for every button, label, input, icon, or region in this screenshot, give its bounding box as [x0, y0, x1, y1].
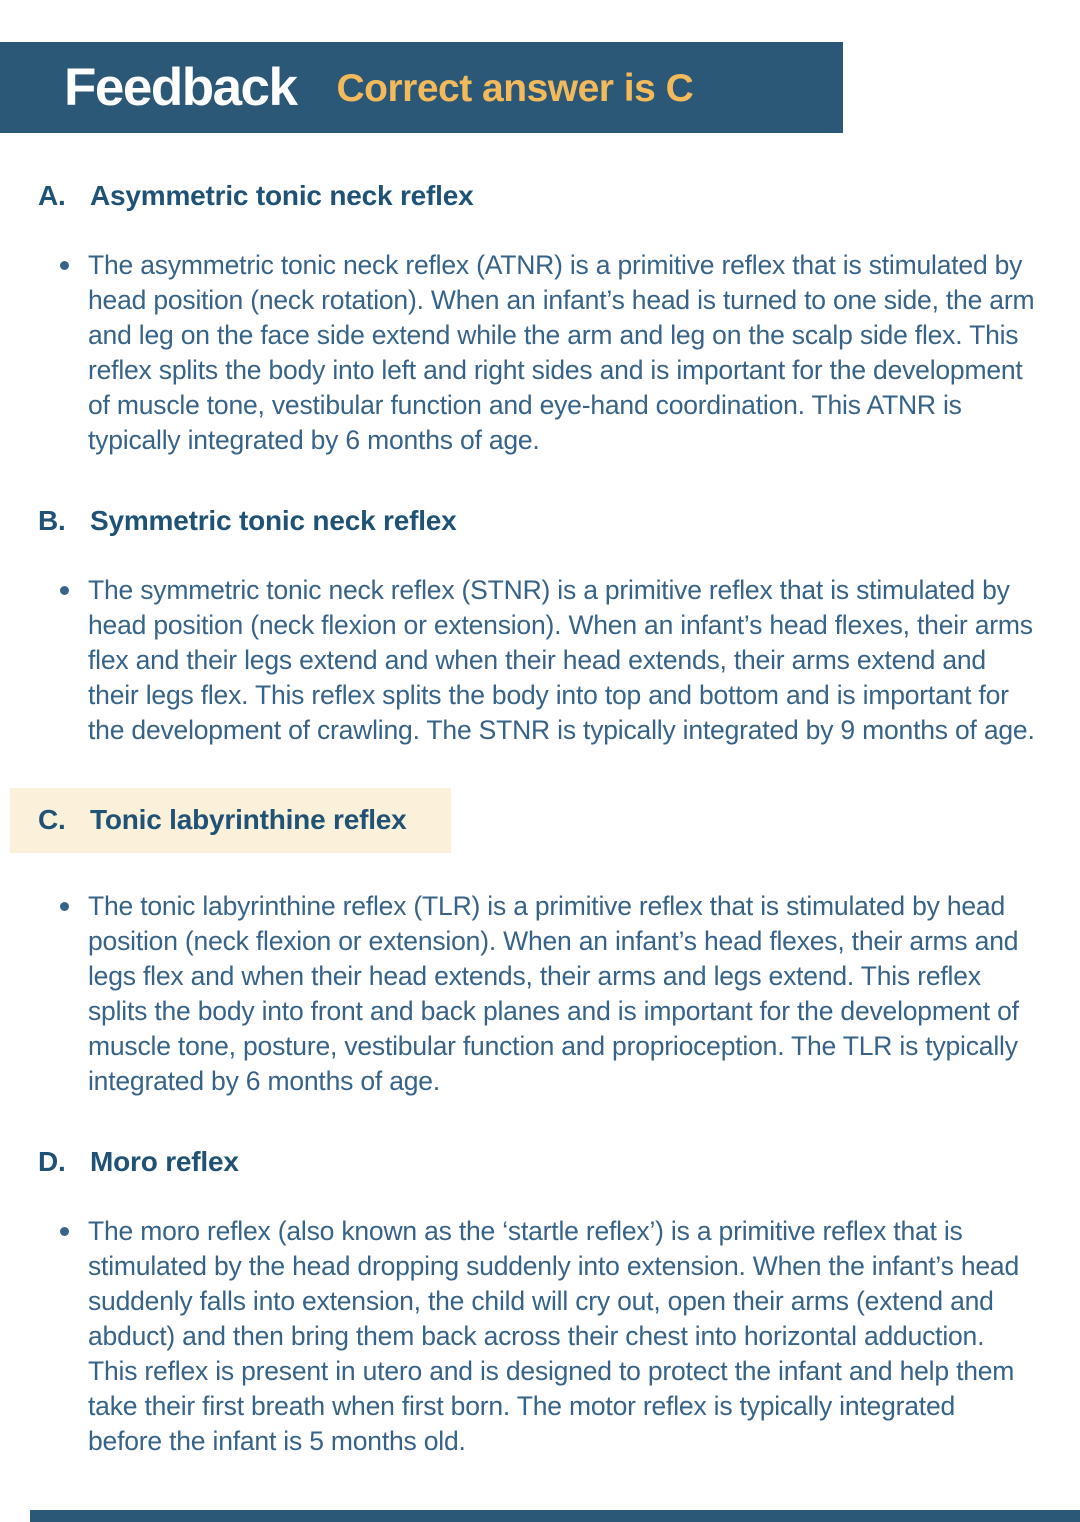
bullet-icon — [60, 261, 69, 270]
option-c-title: Tonic labyrinthine reflex — [90, 804, 407, 836]
answer-section-d — [0, 1099, 1035, 1459]
option-a-title: Asymmetric tonic neck reflex — [90, 180, 474, 211]
option-d-title: Moro reflex — [90, 1145, 239, 1177]
option-b-explanation — [60, 573, 1035, 748]
correct-answer-label: Correct answer is C — [336, 66, 694, 110]
option-a-explanation — [60, 248, 1035, 458]
bullet-icon — [60, 1227, 69, 1236]
option-c-heading-highlighted — [10, 788, 451, 852]
option-d-letter: D. — [38, 1145, 66, 1177]
option-d-heading — [38, 1146, 239, 1178]
option-b-letter: B. — [38, 505, 66, 537]
option-c-letter: C. — [38, 804, 66, 836]
answer-section-a — [0, 133, 1035, 458]
option-a-letter: A. — [38, 180, 66, 211]
bullet-icon — [60, 586, 69, 595]
option-a-explanation-text: The asymmetric tonic neck reflex (ATNR) is a primitive reflex that is stimulated by head position (neck rotation). When an infant’s head is turned to one side, the arm and leg on the face side extend while the arm and leg on the scalp side flex. This reflex splits the body into left and right sides and is important for the development of muscle tone, vestibular function and eye-hand coordination. This ATNR is typically integrated by 6 months of age. — [88, 250, 1035, 456]
answer-section-b — [0, 458, 1035, 748]
feedback-header-bar — [0, 42, 843, 133]
bullet-icon — [60, 902, 69, 911]
option-c-explanation-text: The tonic labyrinthine reflex (TLR) is a primitive reflex that is stimulated by head position (neck flexion or extension). When an infant’s head flexes, their arms and legs flex and when their head extends, their arms and legs extend. This reflex splits the body into front and back planes and is important for the development of muscle tone, posture, vestibular function and proprioception. The TLR is typically integrated by 6 months of age. — [88, 890, 1019, 1096]
feedback-title: Feedback — [64, 58, 297, 117]
option-d-explanation-text: The moro reflex (also known as the ‘startle reflex’) is a primitive reflex that is stimulated by the head dropping suddenly into extension. When the infant’s head suddenly falls into extension, the child will cry out, open their arms (extend and abduct) and then bring them back across their chest into horizontal adduction. This reflex is present in utero and is designed to protect the infant and help them take their first breath when first born. The motor reflex is typically integrated before the infant is 5 months old. — [88, 1215, 1019, 1456]
option-b-title: Symmetric tonic neck reflex — [90, 505, 457, 537]
option-b-explanation-text: The symmetric tonic neck reflex (STNR) is a primitive reflex that is stimulated by head position (neck flexion or extension). When an infant’s head flexes, their arms flex and their legs extend and when their head extends, their arms extend and their legs flex. This reflex splits the body into top and bottom and is important for the development of crawling. The STNR is typically integrated by 9 months of age. — [88, 575, 1035, 746]
option-d-explanation — [60, 1214, 1035, 1459]
next-section-bar-partial — [30, 1510, 1080, 1522]
option-c-explanation — [60, 889, 1035, 1099]
option-b-heading — [38, 505, 457, 537]
feedback-content — [0, 133, 1080, 1459]
answer-section-c — [0, 748, 1035, 1098]
option-a-heading — [38, 180, 473, 212]
